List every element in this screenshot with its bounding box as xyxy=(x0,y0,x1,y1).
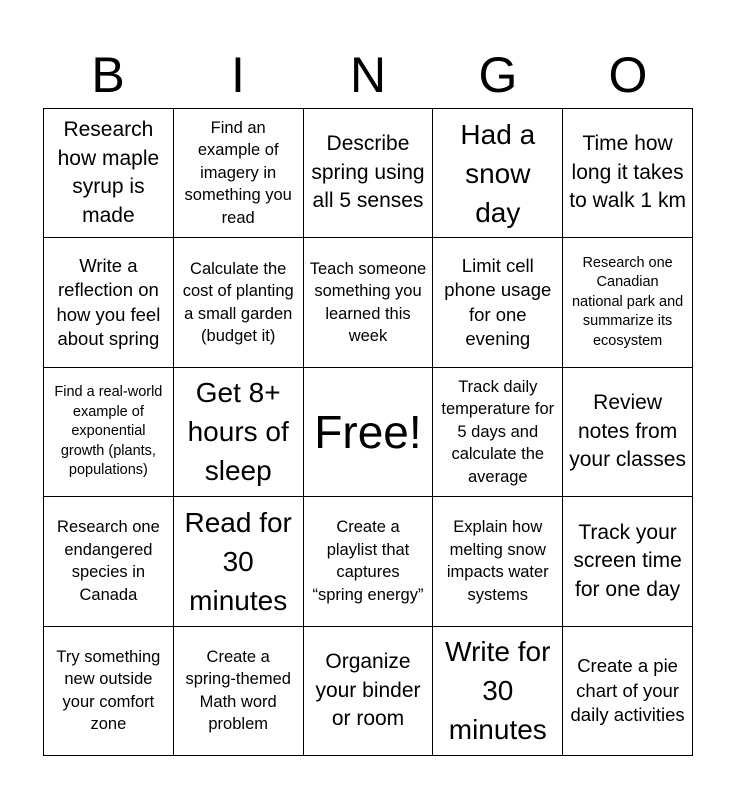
bingo-cell-text: Create a spring-themed Math word problem xyxy=(185,647,291,734)
free-space-cell[interactable] xyxy=(304,368,434,497)
bingo-cell[interactable] xyxy=(44,368,174,497)
bingo-cell[interactable] xyxy=(44,497,174,626)
bingo-cell[interactable] xyxy=(44,627,174,756)
bingo-cell-text: Get 8+ hours of sleep xyxy=(187,377,289,487)
header-letter-b: B xyxy=(91,47,125,103)
bingo-cell[interactable] xyxy=(563,238,693,367)
bingo-cell-text: Teach someone something you learned this week xyxy=(309,259,427,346)
bingo-cell-text: Track your screen time for one day xyxy=(573,520,682,601)
bingo-cell[interactable] xyxy=(563,109,693,238)
bingo-cell[interactable] xyxy=(174,368,304,497)
bingo-cell[interactable] xyxy=(174,627,304,756)
header-letter-o: O xyxy=(608,47,648,103)
bingo-cell[interactable] xyxy=(563,497,693,626)
header-letter-i: I xyxy=(231,47,245,103)
bingo-cell-text: Write a reflection on how you feel about spring xyxy=(56,254,161,350)
bingo-cell[interactable] xyxy=(563,627,693,756)
bingo-cell-text: Track daily temperature for 5 days and calculate the average xyxy=(441,377,555,486)
bingo-cell[interactable] xyxy=(304,497,434,626)
bingo-cell[interactable] xyxy=(433,497,563,626)
bingo-cell-text: Research one Canadian national park and summarize its ecosystem xyxy=(571,254,684,349)
bingo-cell[interactable] xyxy=(433,368,563,497)
bingo-cell-text: Write for 30 minutes xyxy=(445,636,551,746)
bingo-cell-text: Create a pie chart of your daily activities xyxy=(570,655,685,726)
bingo-cell-text: Try something new outside your comfort zone xyxy=(56,647,161,734)
bingo-board xyxy=(43,108,693,756)
bingo-cell[interactable] xyxy=(174,238,304,367)
bingo-cell-text: Review notes from your classes xyxy=(569,391,686,472)
bingo-cell[interactable] xyxy=(433,238,563,367)
bingo-cell[interactable] xyxy=(433,109,563,238)
bingo-cell-text: Read for 30 minutes xyxy=(184,506,292,616)
bingo-cell-text: Limit cell phone usage for one evening xyxy=(444,254,552,350)
bingo-cell[interactable] xyxy=(304,109,434,238)
header-letter-g: G xyxy=(478,47,518,103)
bingo-cell-text: Calculate the cost of planting a small garden (budget it) xyxy=(182,259,294,346)
bingo-cell-text: Find a real-world example of exponential growth (plants, populations) xyxy=(54,384,163,479)
bingo-cell-text: Research one endangered species in Canada xyxy=(57,518,160,604)
bingo-cell-text: Find an example of imagery in something you read xyxy=(184,118,292,227)
bingo-cell[interactable] xyxy=(174,497,304,626)
bingo-cell[interactable] xyxy=(304,238,434,367)
bingo-cell-text: Organize your binder or room xyxy=(315,650,421,731)
bingo-cell-text: Describe spring using all 5 senses xyxy=(311,132,425,213)
bingo-cell-text: Free! xyxy=(314,405,422,458)
bingo-cell[interactable] xyxy=(44,238,174,367)
bingo-cell[interactable] xyxy=(44,109,174,238)
bingo-cell[interactable] xyxy=(304,627,434,756)
bingo-cell-text: Time how long it takes to walk 1 km xyxy=(569,132,686,213)
bingo-cell-text: Had a snow day xyxy=(460,118,536,228)
header-letter-n: N xyxy=(349,47,387,103)
bingo-cell-text: Create a playlist that captures “spring energy” xyxy=(312,518,424,604)
bingo-header xyxy=(43,44,693,106)
bingo-cell[interactable] xyxy=(563,368,693,497)
bingo-cell[interactable] xyxy=(174,109,304,238)
bingo-cell-text: Explain how melting snow impacts water systems xyxy=(446,518,549,604)
bingo-cell-text: Research how maple syrup is made xyxy=(57,118,160,227)
bingo-cell[interactable] xyxy=(433,627,563,756)
